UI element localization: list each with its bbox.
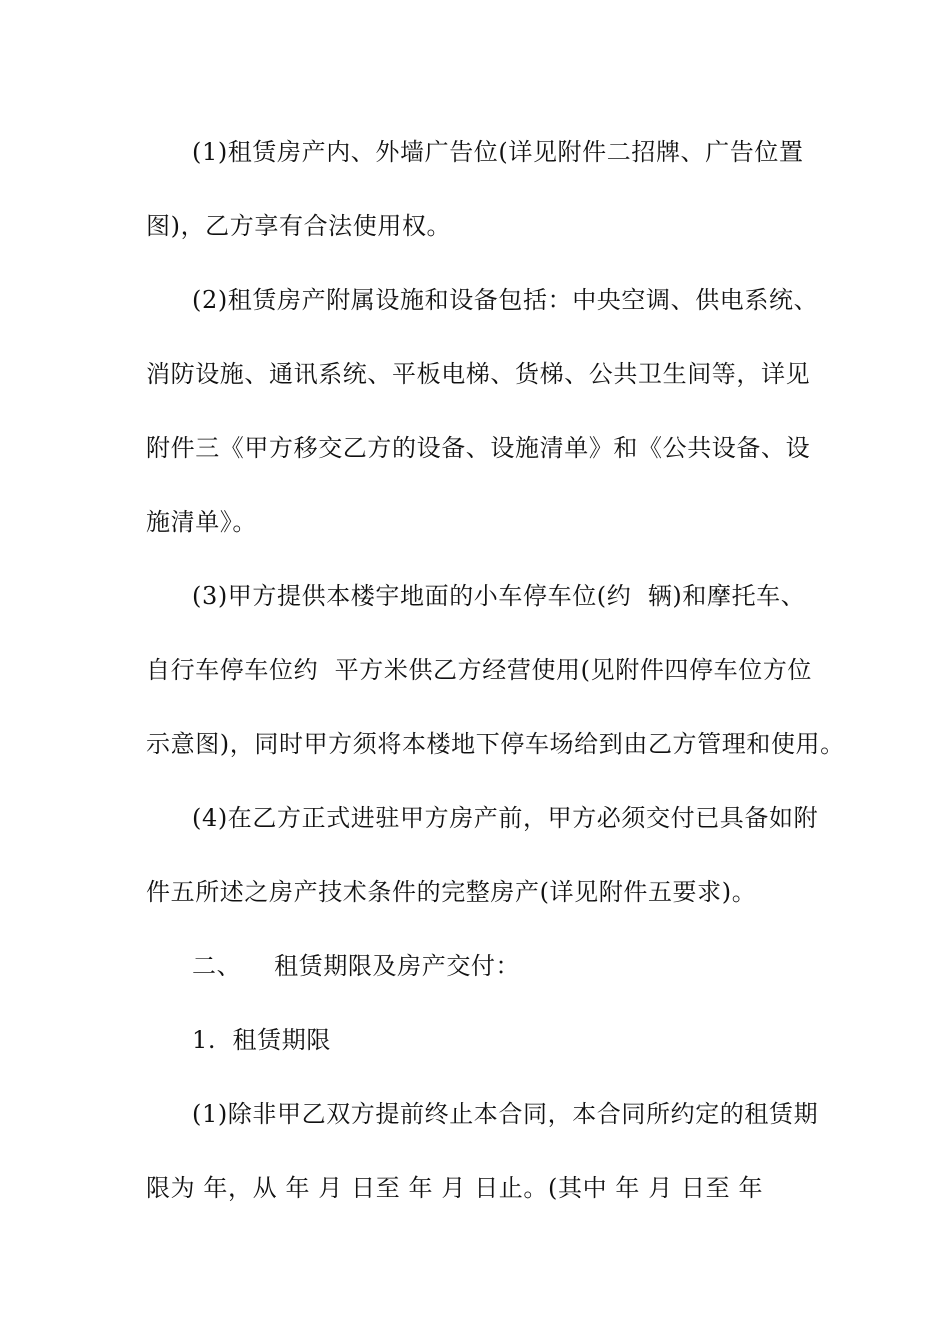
paragraph-3-line-2: 自行车停车位约 平方米供乙方经营使用(见附件四停车位方位 [146, 656, 813, 684]
paragraph-1-line-2: 图)，乙方享有合法使用权。 [146, 212, 452, 240]
paragraph-4-line-1: (4)在乙方正式进驻甲方房产前，甲方必须交付已具备如附 [192, 804, 819, 832]
paragraph-2-line-4: 施清单》。 [146, 508, 257, 536]
paragraph-2-line-1: (2)租赁房产附属设施和设备包括：中央空调、供电系统、 [192, 286, 819, 314]
paragraph-4-line-2: 件五所述之房产技术条件的完整房产(详见附件五要求)。 [146, 878, 757, 906]
paragraph-2-line-2: 消防设施、通讯系统、平板电梯、货梯、公共卫生间等，详见 [146, 360, 811, 388]
paragraph-3-line-3: 示意图)，同时甲方须将本楼地下停车场给到由乙方管理和使用。 [146, 730, 845, 758]
paragraph-5-line-1: (1)除非甲乙双方提前终止本合同，本合同所约定的租赁期 [192, 1100, 819, 1128]
subsection-heading: 1. 租赁期限 [192, 1026, 331, 1054]
paragraph-5-line-2: 限为 年，从 年 月 日至 年 月 日止。(其中 年 月 日至 年 [146, 1174, 764, 1202]
paragraph-1-line-1: (1)租赁房产内、外墙广告位(详见附件二招牌、广告位置 [192, 138, 804, 166]
paragraph-3-line-1: (3)甲方提供本楼宇地面的小车停车位(约 辆)和摩托车、 [192, 582, 806, 610]
paragraph-2-line-3: 附件三《甲方移交乙方的设备、设施清单》和《公共设备、设 [146, 434, 811, 462]
section-heading: 二、 租赁期限及房产交付： [192, 952, 521, 980]
